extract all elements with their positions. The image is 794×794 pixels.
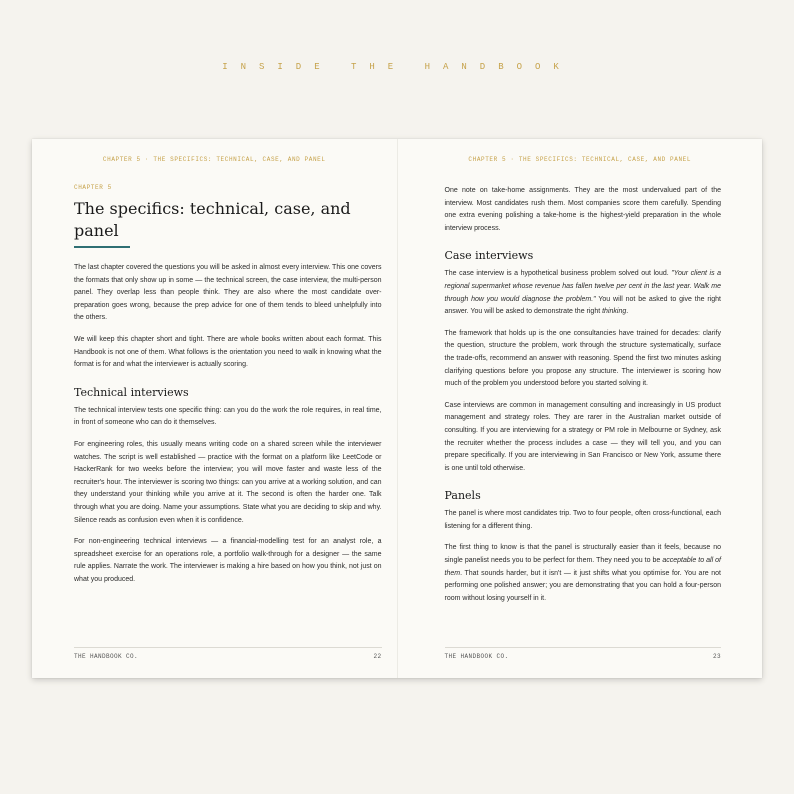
publisher-name: THE HANDBOOK CO. bbox=[444, 653, 509, 660]
text-run: You will not be asked to give the right answer. You will be asked to demonstrate the right bbox=[444, 295, 721, 316]
running-head: CHAPTER 5 · THE SPECIFICS: TECHNICAL, CASE, AND PANEL bbox=[468, 156, 692, 163]
page-footer bbox=[445, 647, 722, 660]
chapter-label: CHAPTER 5 bbox=[74, 184, 112, 191]
page-number: 23 bbox=[712, 653, 721, 660]
page-content bbox=[74, 184, 382, 595]
italic-phrase: acceptable to all of them bbox=[444, 557, 721, 577]
section-heading-technical: Technical interviews bbox=[74, 385, 189, 399]
paragraph: Case interviews are common in management consulting and increasingly in US product management and strategy roles. They are rarer in the Australian market outside of consulting. If you are interviewing for a strategy or PM role in Melbourne or Sydney, ask the recruiter whether the process includes a case — they will tell you, and you can prepare specifically. If you are interviewing in San Francisco or New York, assume there is one until told otherwise. bbox=[444, 401, 721, 472]
paragraph: For non-engineering technical interviews — a financial-modelling test for an analyst role, a spreadsheet exercise for an operations role, a portfolio walk-through for a designer — the same rule applies. Narrate the work. The interviewer is making a hire based on how you think, not just on what you produced. bbox=[74, 538, 382, 583]
italic-word: thinking bbox=[602, 308, 627, 316]
chapter-title: The specifics: technical, case, and panel bbox=[74, 199, 351, 240]
page-content bbox=[445, 185, 722, 614]
paragraph: The last chapter covered the questions you will be asked in almost every interview. This one covers the formats that only show up in some — the technical screen, the case interview, the multi-person panel. They overlap less than people think. They are also where the most candidate over-preparation goes wrong, because the prep advice for one of them tends to bleed unhelpfully into the others. bbox=[74, 264, 382, 322]
title-underline bbox=[74, 246, 130, 248]
right-page bbox=[398, 139, 763, 678]
page-footer bbox=[74, 647, 382, 660]
paragraph bbox=[445, 542, 722, 605]
paragraph bbox=[445, 268, 722, 318]
book-spread bbox=[32, 139, 762, 678]
text-run: The case interview is a hypothetical business problem solved out loud. bbox=[444, 270, 672, 278]
paragraph: We will keep this chapter short and tight. There are whole books written about each format. This Handbook is not one of them. What follows is the orientation you need to walk in knowing what the format is for and what the interviewer is actually scoring. bbox=[74, 335, 382, 369]
publisher-name: THE HANDBOOK CO. bbox=[74, 653, 139, 660]
paragraph: One note on take-home assignments. They are the most undervalued part of the interview. Most candidates rush them. Most companies score them carefully. Spending one extra evening polishing a take-home is the highest-yield preparation in the whole interview process. bbox=[444, 187, 721, 232]
italic-quote: "Your client is a regional supermarket whose revenue has fallen twelve per cent in the last year. Walk me through how you would diagnose the problem." bbox=[444, 270, 721, 303]
text-run: The first thing to know is that the panel is structurally easier than it feels, because no single panelist needs you to be perfect for them. They need you to be bbox=[444, 544, 721, 565]
running-head: CHAPTER 5 · THE SPECIFICS: TECHNICAL, CASE, AND PANEL bbox=[102, 156, 326, 163]
banner-title: INSIDE THE HANDBOOK bbox=[222, 62, 572, 72]
paragraph: The framework that holds up is the one consultancies have trained for decades: clarify the question, structure the problem, work through the structure systematically, surface the trade-offs, recommend an answer with reasoning. Spend the first two minutes asking clarifying questions before you propose any structure. The interviewer is scoring how much of the problem you understood before you started solving it. bbox=[444, 329, 721, 388]
text-run: . That sounds harder, but it isn't — it just shifts what you optimise for. You are not performing one polished answer; you are demonstrating that you can hold a four-person room without losing yourself in it. bbox=[444, 569, 721, 602]
section-heading-panels: Panels bbox=[444, 489, 481, 503]
page-number: 22 bbox=[373, 653, 382, 660]
paragraph: For engineering roles, this usually means writing code on a shared screen while the interviewer watches. The script is well established — practice with the format on a platform like LeetCode or HackerRank for two weeks before the interview; you will move faster and waste less of the recruiter's hour. The interviewer is scoring two things: can you arrive at a working solution, and can they understand your thinking while you arrive at it. The second is often the harder one. Talk through what you are doing. Name your assumptions. State what you are deciding to skip and why. Silence reads as confusion even when it is confidence. bbox=[74, 440, 382, 524]
section-heading-case: Case interviews bbox=[444, 249, 534, 263]
left-page bbox=[32, 139, 398, 678]
paragraph: The panel is where most candidates trip. Two to four people, often cross-functional, each listening for a different thing. bbox=[444, 510, 721, 530]
paragraph: The technical interview tests one specific thing: can you do the work the role requires, in real time, in front of someone who can do it themselves. bbox=[74, 406, 382, 427]
text-run: . bbox=[626, 308, 629, 316]
